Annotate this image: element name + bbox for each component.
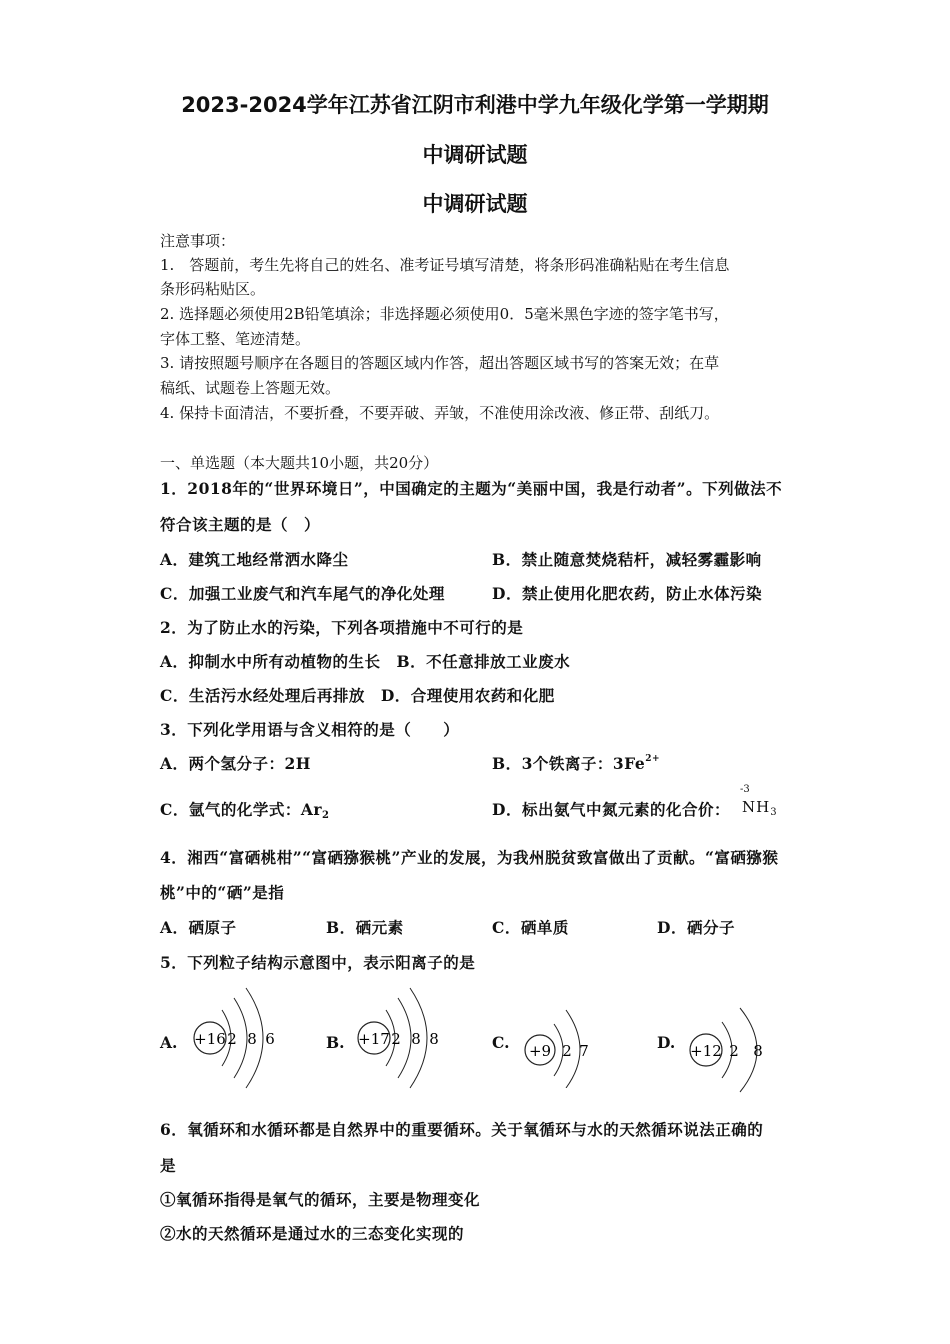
- notice-line: 3. 请按照题号顺序在各题目的答题区域内作答，超出答题区域书写的答案无效；在草: [160, 354, 720, 372]
- shell-electron-count: 2: [391, 1030, 401, 1048]
- question-3-option-a: A．两个氢分子：2H: [160, 754, 311, 773]
- nucleus-charge: +12: [690, 1042, 722, 1060]
- question-4-option-b: B．硒元素: [326, 918, 404, 937]
- exam-title-line-1: 2023-2024学年江苏省江阴市利港中学九年级化学第一学期期: [181, 93, 769, 117]
- exam-title-line-3: 中调研试题: [422, 192, 528, 216]
- shell-electron-count: 8: [411, 1030, 421, 1048]
- question-5-stem: 5．下列粒子结构示意图中，表示阳离子的是: [160, 953, 476, 972]
- question-1-option-a: A．建筑工地经常洒水降尘: [160, 550, 349, 569]
- question-4-stem: 4．湘西“富硒桃柑”“富硒猕猴桃”产业的发展，为我州脱贫致富做出了贡献。“富硒猕猴: [160, 848, 779, 867]
- exam-title-line-2: 中调研试题: [422, 143, 528, 167]
- shell-electron-count: 8: [753, 1042, 763, 1060]
- question-1-stem: 1．2018年的“世界环境日”，中国确定的主题为“美丽中国，我是行动者”。下列做法不: [160, 479, 783, 498]
- diagram-a-label: A.: [160, 1033, 178, 1052]
- question-6-item-2: ②水的天然循环是通过水的三态变化实现的: [160, 1224, 465, 1243]
- nucleus-charge: +9: [528, 1042, 552, 1060]
- atom-diagram-c: [518, 998, 608, 1088]
- notice-line: 1. 答题前，考生先将自己的姓名、准考证号填写清楚，将条形码准确粘贴在考生信息: [160, 256, 730, 274]
- question-3-option-b: [492, 752, 660, 774]
- question-3-option-c: [160, 798, 330, 821]
- atom-diagram-d: [684, 1006, 784, 1096]
- atom-diagram-b: [352, 982, 472, 1094]
- shell-electron-count: 8: [429, 1030, 439, 1048]
- formula-subscript: 2: [322, 810, 330, 821]
- question-6-item-1: ①氧循环指得是氧气的循环，主要是物理变化: [160, 1190, 481, 1209]
- notice-line: 字体工整、笔迹清楚。: [160, 330, 311, 348]
- question-4-option-a: A．硒原子: [160, 918, 237, 937]
- valence-mark: -3: [740, 784, 750, 795]
- atom-diagram-a: [188, 982, 308, 1094]
- shell-electron-count: 2: [227, 1030, 237, 1048]
- question-2-options-cd: C．生活污水经处理后再排放 D．合理使用农药和化肥: [160, 686, 555, 705]
- question-2-stem: 2．为了防止水的污染，下列各项措施中不可行的是: [160, 618, 524, 637]
- question-6-stem: 6．氧循环和水循环都是自然界中的重要循环。关于氧循环与水的天然循环说法正确的: [160, 1120, 764, 1139]
- shell-electron-count: 8: [247, 1030, 257, 1048]
- question-1-option-d: D．禁止使用化肥农药，防止水体污染: [492, 584, 762, 603]
- notice-heading: 注意事项：: [160, 232, 236, 250]
- question-1-option-c: C．加强工业废气和汽车尾气的净化处理: [160, 584, 445, 603]
- shell-electron-count: 6: [265, 1030, 275, 1048]
- diagram-d-label: D.: [657, 1033, 676, 1052]
- nitrogen-symbol: N: [742, 798, 757, 816]
- option-b-text: B．3个铁离子：3Fe: [492, 754, 646, 773]
- question-4-stem-cont: 桃”中的“硒”是指: [160, 883, 285, 902]
- diagram-c-label: C.: [492, 1033, 510, 1052]
- question-2-options-ab: A．抑制水中所有动植物的生长 B．不任意排放工业废水: [160, 652, 571, 671]
- section-heading: 一、单选题（本大题共10小题，共20分）: [160, 454, 439, 472]
- notice-line: 条形码粘贴区。: [160, 280, 266, 298]
- question-4-option-d: D．硒分子: [657, 918, 735, 937]
- formula-subscript: 3: [770, 807, 778, 818]
- ammonia-formula: [742, 798, 778, 818]
- notice-line: 2. 选择题必须使用2B铅笔填涂；非选择题必须使用0．5毫米黑色字迹的签字笔书写，: [160, 305, 729, 323]
- shell-electron-count: 7: [579, 1042, 589, 1060]
- question-4-option-c: C．硒单质: [492, 918, 569, 937]
- shell-electron-count: 2: [729, 1042, 739, 1060]
- hydrogen-symbol: H: [756, 798, 771, 816]
- question-1-stem-cont: 符合该主题的是（ ）: [160, 515, 321, 534]
- question-3-stem: 3．下列化学用语与含义相符的是（ ）: [160, 720, 460, 739]
- notice-line: 4. 保持卡面清洁，不要折叠，不要弄破、弄皱，不准使用涂改液、修正带、刮纸刀。: [160, 404, 720, 422]
- option-c-text: C．氩气的化学式：Ar: [160, 800, 323, 819]
- question-6-stem-cont: 是: [160, 1156, 177, 1175]
- notice-line: 稿纸、试题卷上答题无效。: [160, 379, 341, 397]
- question-1-option-b: B．禁止随意焚烧秸杆，减轻雾霾影响: [492, 550, 762, 569]
- question-3-option-d: D．标出氨气中氮元素的化合价：: [492, 800, 730, 819]
- shell-electron-count: 2: [562, 1042, 572, 1060]
- charge-superscript: 2+: [645, 754, 661, 764]
- nucleus-charge: +16: [194, 1030, 226, 1048]
- nucleus-charge: +17: [358, 1030, 390, 1048]
- diagram-b-label: B.: [326, 1033, 345, 1052]
